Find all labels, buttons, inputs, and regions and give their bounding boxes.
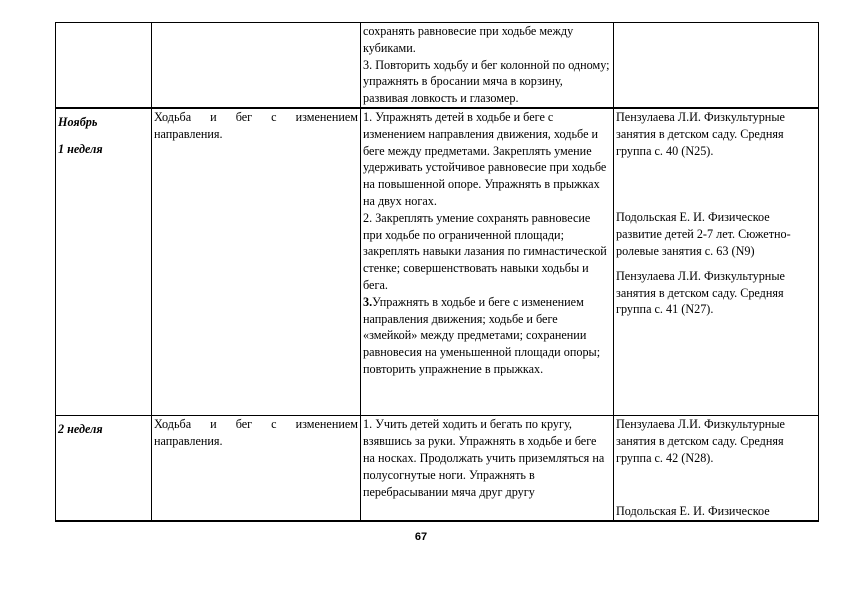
theme-cell [152,23,361,108]
period-cell [56,416,152,521]
goal-paragraph: сохранять равновесие при ходьбе между кубиками. [363,24,574,55]
literature-entry: Подольская Е. И. Физическое [616,503,770,518]
plan-table [55,22,819,522]
literature-cell [614,23,819,108]
week-label: 1 неделя [58,141,103,156]
literature-entry: Подольская Е. И. Физическое развитие детей 2-7 лет. Сюжетно-ролевые занятия с. 63 (N9) [616,210,791,258]
table-row [56,416,819,521]
theme-cell: Ходьба и бег с изменением направления. [152,108,361,416]
page-number: 67 [414,531,428,543]
goal-paragraph: 1. Упражнять детей в ходьбе и беге с изменением направления движения, ходьбе и беге между предметами. Закреплять умение удерживать устойчивое равновесие при ходьбе на повышенной опоре. Упражнять в прыжках на двух ногах. [363,109,607,208]
goal-paragraph [363,294,611,378]
period-cell [56,108,152,416]
week-label: 2 неделя [58,422,103,437]
theme-cell: Ходьба и бег с изменением направления. [152,416,361,521]
goal-text: Упражнять в ходьбе и беге с изменением направления движения; ходьбе и беге «змейкой» между предметами; сохранении равновесия на уменьшенной площади опоры; повторить упражнение в прыжках. [363,294,601,376]
literature-cell [614,108,819,416]
goals-cell [361,23,614,108]
goal-paragraph: 2. Закреплять умение сохранять равновесие при ходьбе по ограниченной площади; закреплять навыки лазания по гимнастической стенке; совершенствовать навыки ходьбы и бега. [363,210,607,292]
literature-cell [614,416,819,521]
literature-entry: Пензулаева Л.И. Физкультурные занятия в детском саду. Средняя группа с. 42 (N28). [616,417,785,466]
literature-entry: Пензулаева Л.И. Физкультурные занятия в детском саду. Средняя группа с. 41 (N27). [616,268,785,317]
literature-entry: Пензулаева Л.И. Физкультурные занятия в детском саду. Средняя группа с. 40 (N25). [616,109,785,158]
period-cell [56,23,152,108]
goals-cell [361,416,614,521]
table-row [56,108,819,416]
goal-paragraph: 1. Учить детей ходить и бегать по кругу, взявшись за руки. Упражнять в ходьбе и беге на носках. Продолжать учить приземляться на полусогнутые ноги. Упражнять в перебрасывании мяча друг другу [363,417,605,499]
month-label: Ноябрь [58,114,98,129]
goals-cell [361,108,614,416]
goal-paragraph: 3. Повторить ходьбу и бег колонной по одному; упражнять в бросании мяча в корзину, развивая ловкость и глазомер. [363,57,610,106]
goal-number: 3. [363,294,373,309]
table-row [56,23,819,108]
